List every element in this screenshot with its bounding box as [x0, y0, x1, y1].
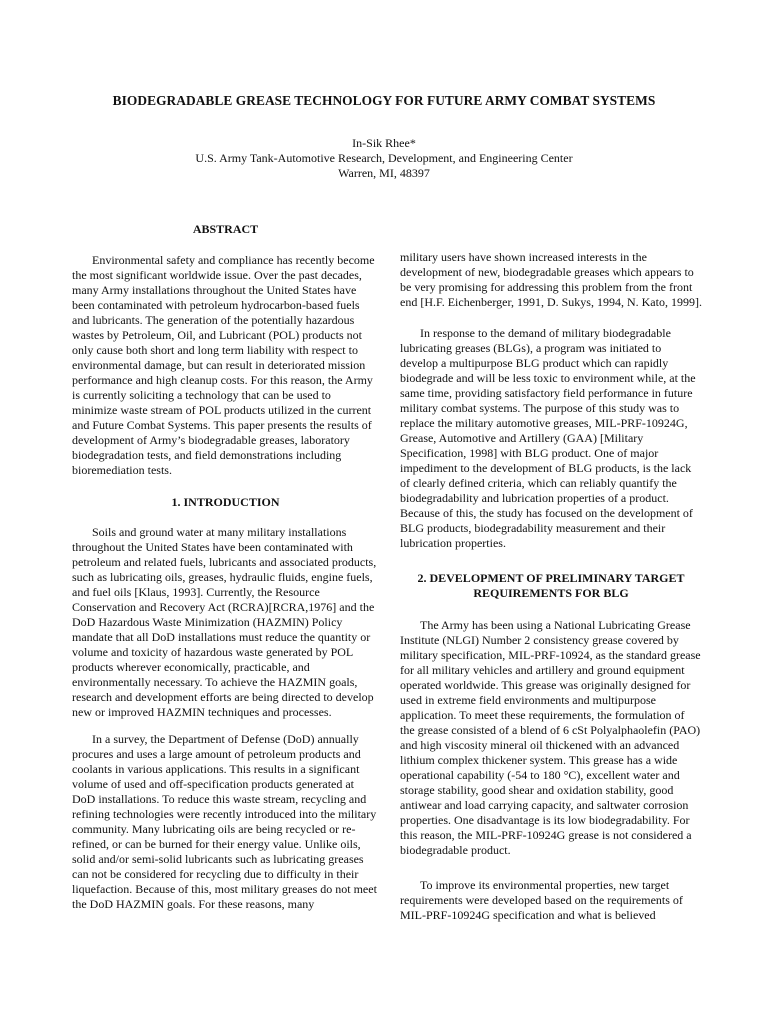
author-location: Warren, MI, 48397: [338, 166, 430, 180]
author-name: In-Sik Rhee*: [352, 136, 416, 150]
author-affiliation: U.S. Army Tank-Automotive Research, Development, and Engineering Center: [195, 151, 573, 165]
blg-program-paragraph: In response to the demand of military biodegradable lubricating greases (BLGs), a program was initiated to develop a multipurpose BLG product which can rapidly biodegrade and will be less toxic to environment while, at the same time, providing satisfactory field performance in future military combat systems. The purpose of this study was to replace the military automotive greases, MIL-PRF-10924G, Grease, Automotive and Artillery (GAA) [Military Specification, 1998] with BLG product. One of major impediment to the development of BLG products, is the lack of clearly defined criteria, which can reliably quantify the biodegradability and lubrication properties of a product. Because of this, the study has focused on the development of BLG products, biodegradability measurement and their lubrication properties.: [400, 326, 696, 550]
left-column: [72, 222, 379, 912]
section-2-heading-line-2: REQUIREMENTS FOR BLG: [473, 586, 629, 600]
continued-paragraph: military users have shown increased interests in the development of new, biodegradable greases which appears to be very promising for addressing this problem from the front end [H.F. Eichenberger, 1991, D. Sukys, 1994, N. Kato, 1999].: [400, 250, 702, 309]
author-block: [0, 136, 768, 181]
nlgi-grease-paragraph: The Army has been using a National Lubricating Grease Institute (NLGI) Number 2 consistency grease covered by military specification, MIL-PRF-10924, as the standard grease for all military vehicles and artillery and ground equipment operated worldwide. This grease was originally designed for used in extreme field environments and multipurpose application. To meet these requirements, the formulation of the grease consisted of a blend of 6 cSt Polyalphaolefin (PAO) and high viscosity mineral oil thickened with an advanced lithium complex thickener system. This grease has a wide operational capability (-54 to 180 °C), excellent water and storage stability, good shear and oxidation stability, good antiwear and load carrying capacity, and saltwater corrosion properties. One disadvantage is its low biodegradability. For this reason, the MIL-PRF-10924G grease is not considered a biodegradable product.: [400, 618, 701, 857]
section-2-heading: [400, 571, 702, 601]
introduction-heading: 1. INTRODUCTION: [171, 495, 280, 509]
target-requirements-paragraph: To improve its environmental properties, new target requirements were developed based on the requirements of MIL-PRF-10924G specification and what is believed: [400, 878, 683, 922]
introduction-paragraph-1: Soils and ground water at many military installations throughout the United States have been contaminated with petroleum and related fuels, lubricants and associated products, such as lubricating oils, greases, hydraulic fluids, engine fuels, and fuel oils [Klaus, 1993]. Currently, the Resource Conservation and Recovery Act (RCRA)[RCRA,1976] and the DoD Hazardous Waste Minimization (HAZMIN) Policy mandate that all DoD installations must reduce the quantity or volume and toxicity of hazardous waste generated by POL products wherever economically, practicable, and environmentally necessary. To achieve the HAZMIN goals, research and development efforts are being directed to develop new or improved HAZMIN techniques and processes.: [72, 525, 377, 719]
paper-title: BIODEGRADABLE GREASE TECHNOLOGY FOR FUTURE ARMY COMBAT SYSTEMS: [112, 93, 656, 108]
abstract-paragraph: Environmental safety and compliance has recently become the most significant worldwide issue. Over the past decades, many Army installations throughout the United States have been contaminated with petroleum hydrocarbon-based fuels and lubricants. The generation of the potentially hazardous wastes by Petroleum, Oil, and Lubricant (POL) products not only cause both short and long term liability with respect to environmental damage, but can result in deteriorated mission performance and high cleanup costs. For this reason, the Army is currently soliciting a technology that can be used to minimize waste stream of POL products utilized in the current and Future Combat Systems. This paper presents the results of development of Army’s biodegradable greases, laboratory biodegradation tests, and field demonstrations including bioremediation tests.: [72, 253, 375, 477]
section-2-heading-line-1: 2. DEVELOPMENT OF PRELIMINARY TARGET: [417, 571, 685, 585]
right-column: [400, 250, 702, 923]
introduction-paragraph-2: In a survey, the Department of Defense (DoD) annually procures and uses a large amount of petroleum products and coolants in various applications. This results in a significant volume of used and off-specification products generated at DoD installations. To reduce this waste stream, recycling and refining technologies were recently introduced into the military community. Many lubricating oils are being recycled or re-refined, or can be burned for their energy value. Unlike oils, solid and/or semi-solid lubricants such as lubricating greases can not be considered for recycling due to difficulty in their liquefaction. Because of this, most military greases do not meet the DoD HAZMIN goals. For these reasons, many: [72, 732, 377, 911]
abstract-heading: ABSTRACT: [192, 222, 259, 236]
